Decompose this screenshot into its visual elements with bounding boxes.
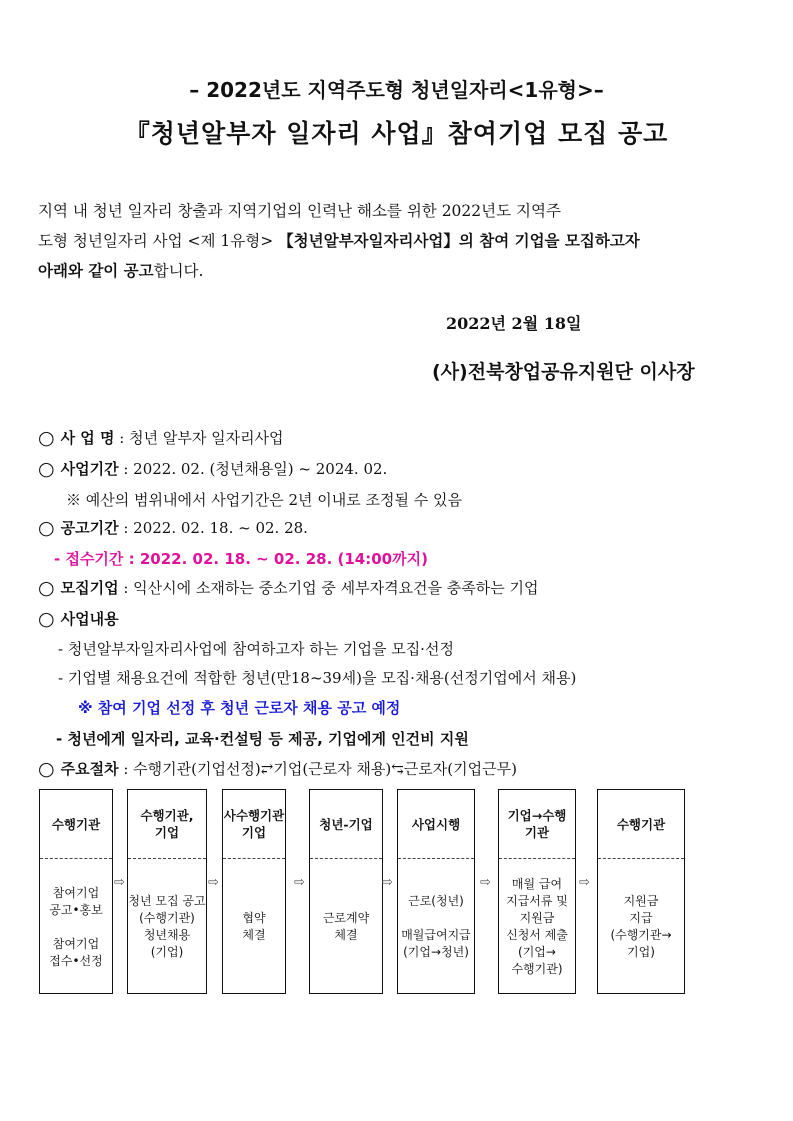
procedure-value: : 수행기관(기업선정)⥂기업(근로자 채용)⥃근로자(기업근무) (118, 760, 517, 778)
intro-line-1: 지역 내 청년 일자리 창출과 지역기업의 인력난 해소를 위한 2022년도 지역주 (38, 202, 561, 220)
bullet-circle-icon: ○ (38, 427, 55, 449)
arrow-right-icon: ⇨ (480, 875, 491, 890)
process-step-5-head: 사업시행 (398, 790, 474, 859)
notice-label: 공고기간 (60, 519, 119, 537)
item-project-name (38, 428, 284, 448)
arrow-right-icon: ⇨ (579, 875, 590, 890)
content-line-3: - 청년에게 일자리, 교육·컨설팅 등 제공, 기업에게 인건비 지원 (56, 730, 469, 748)
process-step-4-head: 청년-기업 (310, 790, 382, 859)
item-notice-period (38, 518, 308, 538)
bullet-circle-icon: ○ (38, 577, 55, 599)
notice-value: : 2022. 02. 18. ~ 02. 28. (118, 519, 308, 537)
bullet-circle-icon: ○ (38, 517, 55, 539)
process-step-7-body: 지원금 지급 (수행기관→ 기업) (610, 894, 672, 959)
intro-line-3-bold: 아래와 같이 공고 (38, 262, 154, 280)
intro-paragraph (38, 196, 756, 286)
process-step-6 (498, 789, 576, 994)
project-name-label: 사 업 명 (60, 429, 115, 447)
item-content (38, 609, 119, 629)
arrow-right-icon: ⇨ (114, 875, 125, 890)
process-step-4 (309, 789, 383, 994)
process-step-2-body: 청년 모집 공고 (수행기관) 청년채용 (기업) (128, 894, 206, 959)
process-step-5-body: 근로(청년) 매월급여지급 (기업→청년) (401, 894, 471, 959)
item-period (38, 459, 387, 479)
arrow-right-icon: ⇨ (208, 875, 219, 890)
process-step-3 (222, 789, 286, 994)
content-label: 사업내용 (60, 610, 119, 628)
content-line-1: - 청년알부자일자리사업에 참여하고자 하는 기업을 모집·선정 (58, 640, 454, 658)
bullet-circle-icon: ○ (38, 458, 55, 480)
procedure-label: 주요절차 (60, 760, 119, 778)
process-step-2-head: 수행기관, 기업 (128, 790, 206, 859)
content-line-2: - 기업별 채용요건에 적합한 청년(만18~39세)을 모집·채용(선정기업에서 채용) (58, 669, 577, 687)
intro-line-2-plain: 도형 청년일자리 사업 <제 1유형> (38, 232, 279, 250)
process-step-3-head: 사수행기관 기업 (223, 790, 285, 859)
arrow-right-icon: ⇨ (382, 875, 393, 890)
announcement-date: 2022년 2월 18일 (446, 314, 582, 333)
item-procedure (38, 759, 517, 779)
process-step-1 (39, 789, 113, 994)
title-line-2: 『청년알부자 일자리 사업』참여기업 모집 공고 (124, 119, 669, 148)
period-value: : 2022. 02. (청년채용일) ~ 2024. 02. (118, 460, 388, 478)
title-line-1: – 2022년도 지역주도형 청년일자리<1유형>– (189, 78, 604, 102)
process-step-6-head: 기업→수행 기관 (499, 790, 575, 859)
period-label: 사업기간 (60, 460, 119, 478)
recruit-value: : 익산시에 소재하는 중소기업 중 세부자격요건을 충족하는 기업 (118, 579, 539, 597)
arrow-right-icon: ⇨ (294, 875, 305, 890)
period-note: ※ 예산의 범위내에서 사업기간은 2년 이내로 조정될 수 있음 (66, 491, 462, 509)
intro-line-2 (38, 226, 756, 256)
process-step-6-body: 매월 급여 지급서류 및 지원금 신청서 제출 (기업→ 수행기관) (506, 877, 568, 976)
process-step-5 (397, 789, 475, 994)
content-note: ※ 참여 기업 선정 후 청년 근로자 채용 공고 예정 (78, 699, 401, 717)
process-step-7 (597, 789, 685, 994)
process-step-2 (127, 789, 207, 994)
process-step-4-body: 근로계약 체결 (322, 911, 370, 942)
process-step-1-head: 수행기관 (40, 790, 112, 859)
bullet-circle-icon: ○ (38, 758, 55, 780)
project-name-value: : 청년 알부자 일자리사업 (114, 429, 284, 447)
item-recruit (38, 578, 539, 598)
organization-name: (사)전북창업공유지원단 이사장 (432, 361, 695, 383)
intro-line-2-bold: 【청년알부자일자리사업】의 참여 기업을 모집하고자 (278, 232, 640, 250)
recruit-label: 모집기업 (60, 579, 119, 597)
intro-line-3-plain: 합니다. (153, 262, 204, 280)
process-step-3-body: 협약 체결 (242, 911, 266, 942)
process-step-7-head: 수행기관 (598, 790, 684, 859)
intro-line-3 (38, 256, 756, 286)
bullet-circle-icon: ○ (38, 608, 55, 630)
reception-period: - 접수기간 : 2022. 02. 18. ~ 02. 28. (14:00까지) (54, 550, 428, 568)
process-step-1-body: 참여기업 공고•홍보 참여기업 접수•선정 (49, 885, 103, 968)
